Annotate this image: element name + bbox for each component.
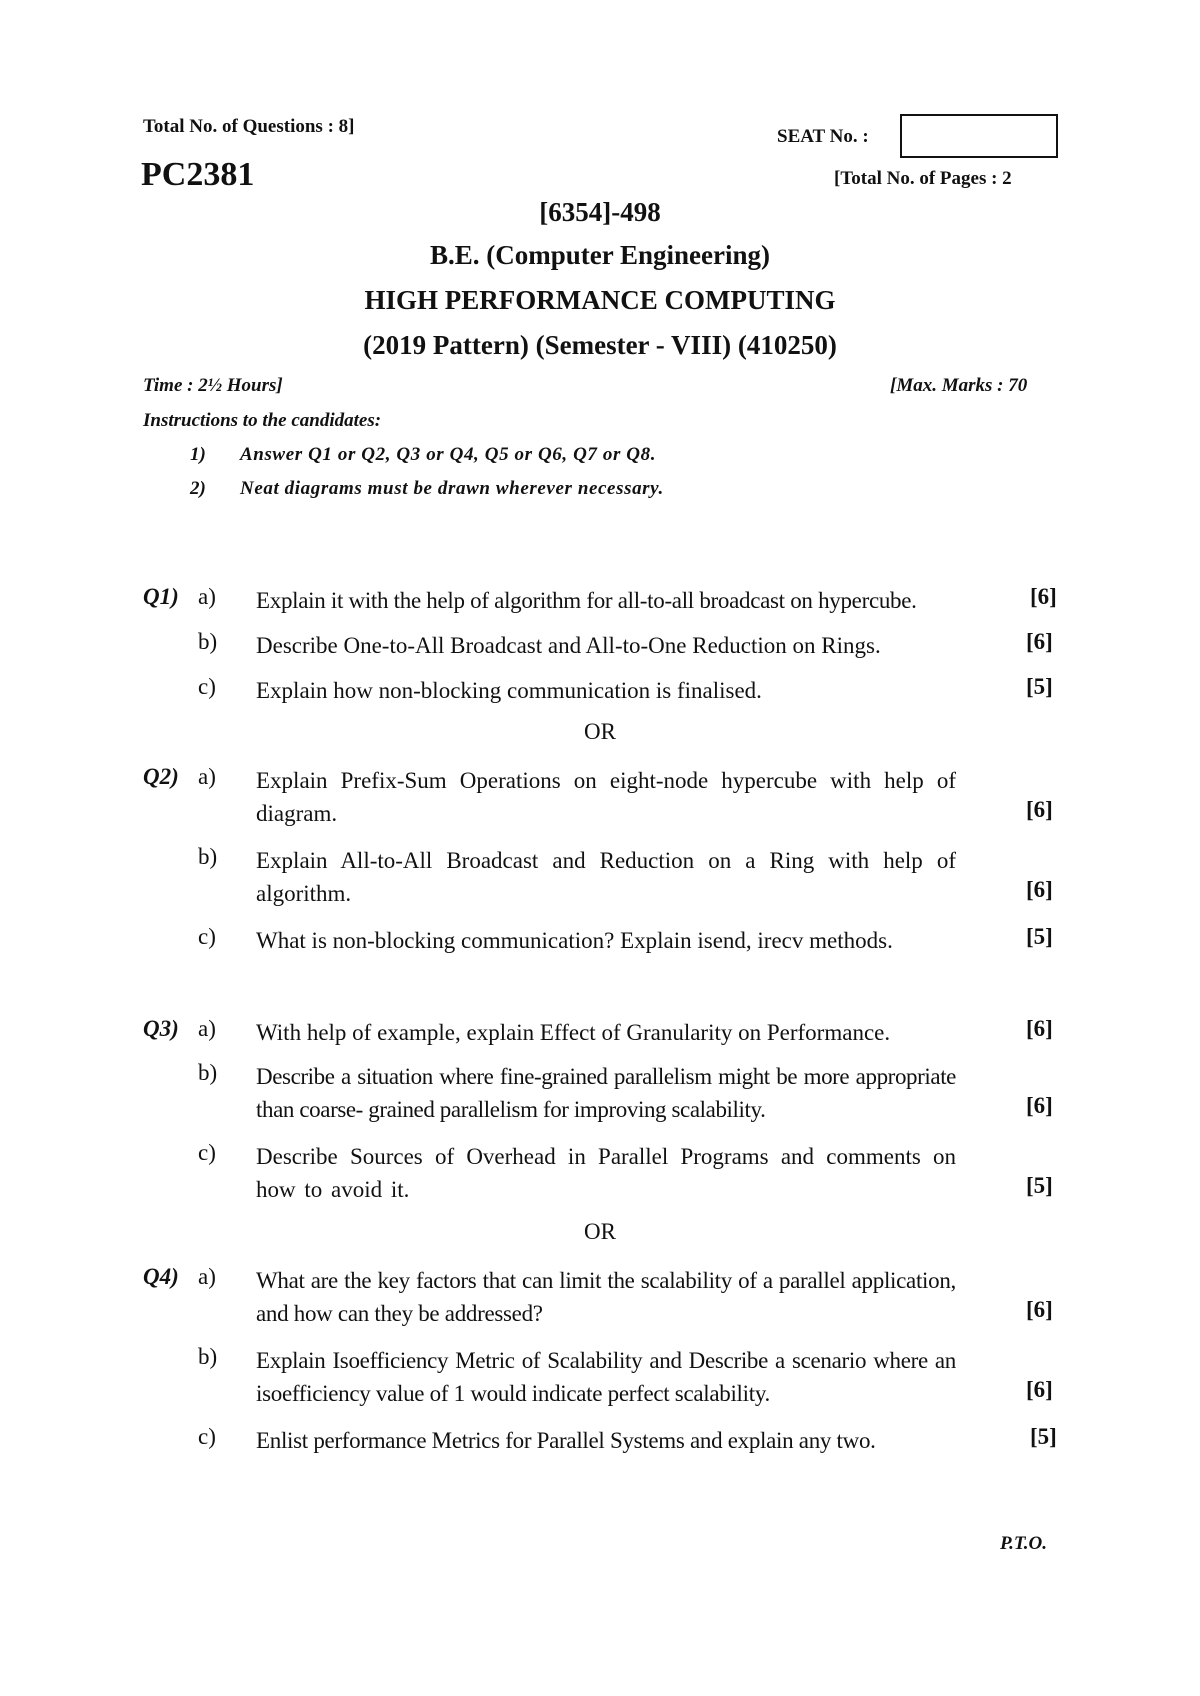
question-text: Describe One-to-All Broadcast and All-to-One Reduction on Rings. xyxy=(256,633,881,658)
paper-code: [6354]-498 xyxy=(539,197,661,227)
question-marks: [6] xyxy=(1026,1016,1053,1041)
sub-label: b) xyxy=(198,1344,218,1369)
question-text: What are the key factors that can limit the scalability of a parallel application, and how can they be addressed? xyxy=(256,1268,956,1326)
question-label: Q4) xyxy=(143,1264,179,1289)
seat-label: SEAT No. : xyxy=(777,126,869,147)
question-text: Describe Sources of Overhead in Parallel Programs and comments on how to avoid it. xyxy=(256,1144,956,1202)
sub-label: a) xyxy=(198,1264,216,1289)
sub-label: a) xyxy=(198,584,216,609)
question-text: Explain Prefix-Sum Operations on eight-node hypercube with help of diagram. xyxy=(256,768,956,826)
sub-label: c) xyxy=(198,674,216,699)
question-marks: [6] xyxy=(1026,1093,1053,1118)
question-text: Describe a situation where fine-grained parallelism might be more appropriate than coarse- grained parallelism for improving scalability. xyxy=(256,1064,956,1122)
sub-label: a) xyxy=(198,764,216,789)
question-marks: [5] xyxy=(1026,674,1053,699)
sub-label: c) xyxy=(198,1140,216,1165)
sub-label: c) xyxy=(198,1424,216,1449)
pto-note: P.T.O. xyxy=(1000,1533,1047,1554)
or-separator: OR xyxy=(584,719,616,744)
instruction-text: Neat diagrams must be drawn wherever necessary. xyxy=(240,478,664,499)
question-marks: [6] xyxy=(1030,584,1057,609)
question-marks: [6] xyxy=(1026,797,1053,822)
total-pages: [Total No. of Pages : 2 xyxy=(834,168,1012,189)
instruction-number: 1) xyxy=(190,444,206,465)
sub-label: c) xyxy=(198,924,216,949)
question-marks: [5] xyxy=(1030,1424,1057,1449)
question-text: Enlist performance Metrics for Parallel Systems and explain any two. xyxy=(256,1428,876,1453)
instruction-text: Answer Q1 or Q2, Q3 or Q4, Q5 or Q6, Q7 or Q8. xyxy=(240,444,657,465)
question-text: Explain Isoefficiency Metric of Scalability and Describe a scenario where an isoefficiency value of 1 would indicate perfect scalability. xyxy=(256,1348,956,1406)
sub-label: a) xyxy=(198,1016,216,1041)
or-separator: OR xyxy=(584,1219,616,1244)
question-marks: [6] xyxy=(1026,629,1053,654)
subject-title: HIGH PERFORMANCE COMPUTING xyxy=(364,285,836,315)
instructions-heading: Instructions to the candidates: xyxy=(143,410,382,431)
question-marks: [5] xyxy=(1026,924,1053,949)
question-text: What is non-blocking communication? Explain isend, irecv methods. xyxy=(256,928,893,953)
seat-number-box xyxy=(900,114,1058,158)
sub-label: b) xyxy=(198,1060,218,1085)
question-marks: [6] xyxy=(1026,1377,1053,1402)
question-text: Explain All-to-All Broadcast and Reduction on a Ring with help of algorithm. xyxy=(256,848,956,906)
instruction-number: 2) xyxy=(190,478,206,499)
question-marks: [6] xyxy=(1026,877,1053,902)
max-marks: [Max. Marks : 70 xyxy=(890,375,1028,396)
question-text: Explain how non-blocking communication is finalised. xyxy=(256,678,762,703)
sub-label: b) xyxy=(198,629,218,654)
paper-id: PC2381 xyxy=(141,156,255,193)
question-marks: [6] xyxy=(1026,1297,1053,1322)
question-marks: [5] xyxy=(1026,1173,1053,1198)
question-text: Explain it with the help of algorithm for all-to-all broadcast on hypercube. xyxy=(256,588,917,613)
course-title: B.E. (Computer Engineering) xyxy=(429,240,770,270)
question-label: Q3) xyxy=(143,1016,179,1041)
total-questions: Total No. of Questions : 8] xyxy=(143,116,355,137)
question-text: With help of example, explain Effect of Granularity on Performance. xyxy=(256,1020,891,1045)
question-label: Q1) xyxy=(143,584,179,609)
sub-label: b) xyxy=(198,844,218,869)
question-label: Q2) xyxy=(143,764,179,789)
pattern-line: (2019 Pattern) (Semester - VIII) (410250) xyxy=(363,330,837,360)
exam-time: Time : 2½ Hours] xyxy=(143,375,283,396)
